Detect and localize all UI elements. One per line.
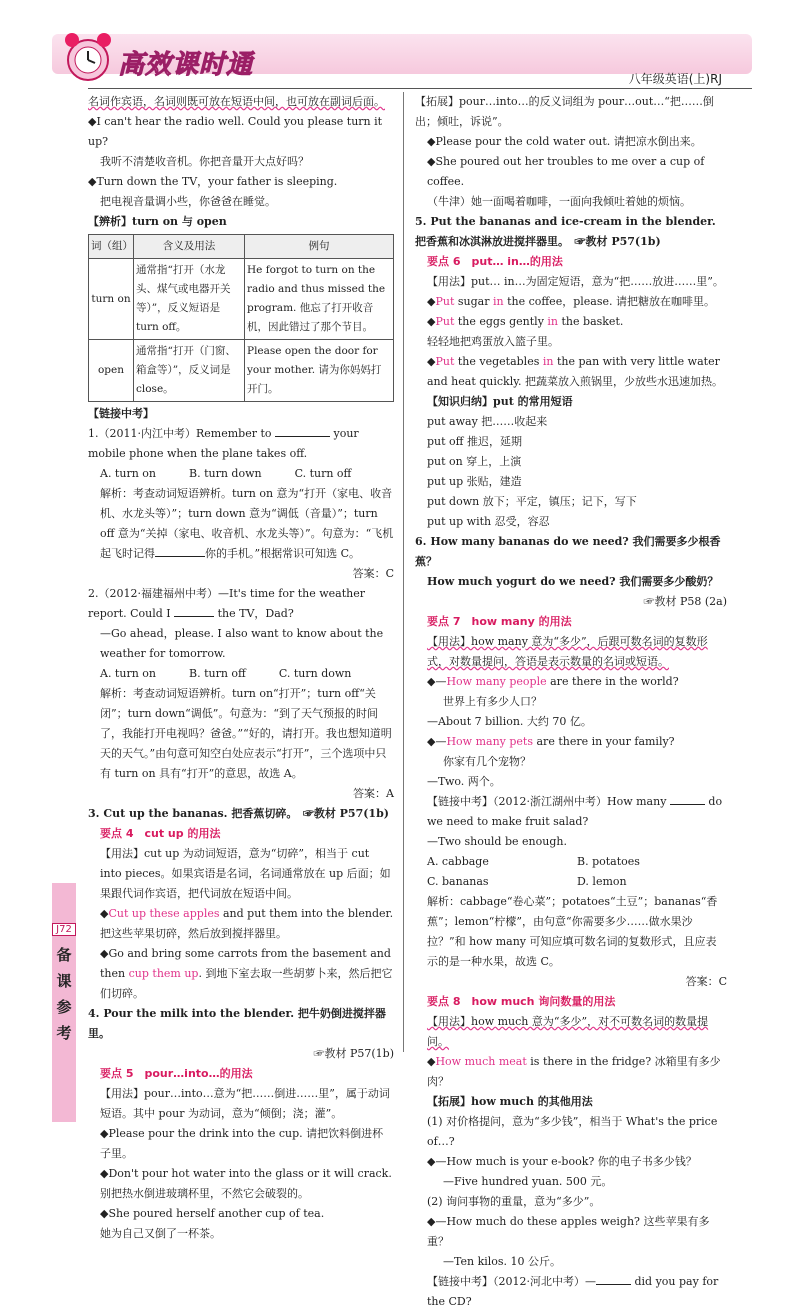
translation: 世界上有多少人口？ xyxy=(443,695,542,708)
example: ◆How much meat is there in the fridge? 冰箱里有多少肉？ xyxy=(427,1055,721,1088)
example-text: the vegetables xyxy=(454,355,543,368)
sentence-heading: 5. Put the bananas and ice-cream in the blender. 把香蕉和冰淇淋放进搅拌器里。 ☞教材 P57(1b) xyxy=(415,215,716,248)
example-text: is there in the fridge? 冰箱里有多少肉？ xyxy=(427,1055,721,1088)
highlight: How many pets xyxy=(446,735,533,748)
example-text: the basket. xyxy=(558,315,624,328)
explanation: 解析：cabbage“卷心菜”；potatoes“土豆”；bananas“香蕉”；lemon“柠檬”，由句意“你需要多少……做水果沙拉？”和 how many 可知应填可数名词的复数形式，且应表示的是一种水果，故选 C。 xyxy=(427,895,718,968)
options: A. turn on B. turn off C. turn down xyxy=(100,667,352,680)
example-text: the pan with very little water and heat quickly. 把蔬菜放入煎锅里，少放些水迅速加热。 xyxy=(427,355,723,388)
example: ◆Put the vegetables in the pan with very little water and heat quickly. 把蔬菜放入煎锅里，少放些水迅速加热。 xyxy=(427,355,723,388)
usage: 【用法】put… in…为固定短语，意为“把……放进……里”。 xyxy=(427,275,724,288)
translation: 我听不清楚收音机。你把音量开大点好吗？ xyxy=(100,155,309,168)
explanation: 解析：考查动词短语辨析。turn on“打开”；turn off“关闭”；turn down“调低”。句意为：“到了天气预报的时间了，我能打开电视吗？爸爸。”“好的，请打开。我也想知道明天的天气。”由句意可知空白处应表示“打开”，三个选项中只有 turn on 具有“打开”的意思，故选 A。 xyxy=(100,687,392,780)
highlight: cup them up xyxy=(128,967,199,980)
table-row xyxy=(89,259,394,340)
phrase: put off 推迟，延期 xyxy=(427,435,522,448)
highlight: How much meat xyxy=(435,1055,527,1068)
question-text: 【链接中考】（2012·河北中考）— xyxy=(427,1275,596,1288)
example-text: . 到地下室去取一些胡萝卜来，然后把它们切碎。 xyxy=(100,967,393,1000)
phrase: put on 穿上，上演 xyxy=(427,455,522,468)
key-point-title: 要点 8 how much 询问数量的用法 xyxy=(427,995,616,1008)
sentence-heading: How much yogurt do we need? 我们需要多少酸奶？ xyxy=(427,575,719,588)
question-text: do we need to make fruit salad? xyxy=(427,795,723,828)
question-text: 1.（2011·内江中考）Remember to xyxy=(88,427,272,440)
table-cell: 通常指“打开（门窗、箱盒等）”，反义词是close。 xyxy=(134,340,245,402)
example-text: sugar xyxy=(454,295,493,308)
example-text: the eggs gently xyxy=(454,315,548,328)
textbook-ref: ☞教材 P58 (2a) xyxy=(643,595,727,608)
explanation-text: 解析：考查动词短语辨析。turn on 意为“打开（家电、收音机、水龙头等）”；turn down 意为“调低（音量）”；turn off 意为“关掉（家电、收音机、水龙头等）”。句意为：“飞机起飞时记得 xyxy=(100,487,394,560)
highlight: Cut up these apples xyxy=(108,907,220,920)
example: —About 7 billion. 大约 70 亿。 xyxy=(427,715,592,728)
header-rule xyxy=(88,88,752,89)
option: B. potatoes xyxy=(577,855,640,868)
usage: 【用法】cut up 为动词短语，意为“切碎”，相当于 cut into pieces。如果宾语是名词，名词通常放在 up 后面；如果跟代词作宾语，把代词放在短语中间。 xyxy=(100,847,391,900)
explanation-text: 你的手机。”根据常识可知选 C。 xyxy=(205,547,361,560)
side-label: 备 课 参 考 xyxy=(56,946,72,1042)
comparison-table xyxy=(88,234,394,402)
option: D. lemon xyxy=(577,875,627,888)
answer-blank xyxy=(155,556,205,557)
phrase: put up with 忍受，容忍 xyxy=(427,515,550,528)
example: —Five hundred yuan. 500 元。 xyxy=(443,1175,613,1188)
options xyxy=(415,852,727,872)
highlight: Put xyxy=(435,355,455,368)
example: ◆—How much do these apples weigh? 这些苹果有多重？ xyxy=(427,1215,710,1248)
translation: 别把热水倒进玻璃杯里，不然它会破裂的。 xyxy=(100,1187,309,1200)
example: ◆She poured out her troubles to me over a cup of coffee. xyxy=(427,155,705,188)
translation: （牛津）她一面喝着咖啡，一面向我倾吐着她的烦恼。 xyxy=(427,195,691,208)
grade-label: 八年级英语(上)RJ xyxy=(628,72,722,86)
question-text: your mobile phone when the plane takes off. xyxy=(88,427,359,460)
usage: (1) 对价格提问，意为“多少钱”，相当于 What's the price of…? xyxy=(427,1115,718,1148)
table-header-row xyxy=(89,235,394,259)
highlight: Put xyxy=(435,315,455,328)
right-column xyxy=(415,92,727,1312)
options: A. turn on B. turn down C. turn off xyxy=(100,467,352,480)
example: ◆Please pour the drink into the cup. 请把饮料倒进杯子里。 xyxy=(100,1127,384,1160)
explanation xyxy=(88,484,394,564)
example-text: the coffee，please. 请把糖放在咖啡里。 xyxy=(503,295,715,308)
table-cell: open xyxy=(89,340,134,402)
key-point-title: 要点 7 how many 的用法 xyxy=(427,615,572,628)
side-tab xyxy=(52,883,76,1122)
highlight: How many people xyxy=(446,675,547,688)
example: ◆She poured herself another cup of tea. xyxy=(100,1207,325,1220)
example: ◆I can't hear the radio well. Could you please turn it up? xyxy=(88,115,383,148)
textbook-ref: ☞教材 P57(1b) xyxy=(313,1047,394,1060)
option: C. bananas xyxy=(427,875,489,888)
example: ◆Please pour the cold water out. 请把凉水倒出来。 xyxy=(427,135,702,148)
example: —Two. 两个。 xyxy=(427,775,501,788)
example-text: and put them into the blender. xyxy=(219,907,394,920)
section-heading: 【知识归纳】put 的常用短语 xyxy=(427,395,573,408)
usage: (2) 询问事物的重量，意为“多少”。 xyxy=(427,1195,601,1208)
translation: 把电视音量调小些，你爸爸在睡觉。 xyxy=(100,195,276,208)
highlight: in xyxy=(542,355,554,368)
example: ◆—How much is your e-book? 你的电子书多少钱？ xyxy=(427,1155,697,1168)
translation: 你家有几个宠物？ xyxy=(443,755,531,768)
key-point-title: 要点 6 put… in…的用法 xyxy=(427,255,563,268)
table-header: 例句 xyxy=(245,235,394,259)
question-text: did you pay for the CD? xyxy=(427,1275,719,1308)
question-text: the TV，Dad? xyxy=(217,607,294,620)
question-text: —Two should be enough. xyxy=(427,835,567,848)
usage: 【用法】how many 意为“多少”，后跟可数名词的复数形式，对数量提问，答语是表示数量的名词或短语。 xyxy=(427,635,708,668)
example: ◆Put the eggs gently in the basket. xyxy=(427,315,624,328)
example: ◆Cut up these apples and put them into the blender. xyxy=(100,907,394,920)
left-column xyxy=(88,92,394,1244)
question xyxy=(415,1272,727,1312)
example-text: are there in your family? xyxy=(533,735,675,748)
table-cell: He forgot to turn on the radio and thus missed the program. 他忘了打开收音机，因此错过了那个节目。 xyxy=(245,259,394,340)
column-divider xyxy=(403,92,404,1052)
question-text: 2.（2012·福建福州中考）—It's time for the weather report. Could I xyxy=(88,587,366,620)
example: —Ten kilos. 10 公斤。 xyxy=(443,1255,562,1268)
question-text: 【链接中考】（2012·浙江湖州中考）How many xyxy=(427,795,667,808)
answer-blank xyxy=(670,804,705,805)
table-cell: 通常指“打开（水龙头、煤气或电器开关等）”，反义短语是turn off。 xyxy=(134,259,245,340)
question xyxy=(415,792,727,832)
phrase: put away 把……收起来 xyxy=(427,415,548,428)
highlight: in xyxy=(547,315,559,328)
question-text: —Go ahead，please. I also want to know about the weather for tomorrow. xyxy=(100,627,384,660)
answer: 答案：A xyxy=(353,787,394,800)
section-heading: 【拓展】how much 的其他用法 xyxy=(427,1095,593,1108)
key-point-title: 要点 4 cut up 的用法 xyxy=(100,827,221,840)
extension: 【拓展】pour…into…的反义词组为 pour…out…“把……倒出；倾吐，诉说”。 xyxy=(415,95,714,128)
page-number: J72 xyxy=(52,923,76,936)
highlight: Put xyxy=(435,295,455,308)
translation: 她为自己又倒了一杯茶。 xyxy=(100,1227,221,1240)
answer-blank xyxy=(174,616,214,617)
options xyxy=(415,872,727,892)
question xyxy=(88,424,394,464)
example: ◆Don't pour hot water into the glass or it will crack. xyxy=(100,1167,392,1180)
text-line: 名词作宾语，名词则既可放在短语中间，也可放在副词后面。 xyxy=(88,95,385,108)
usage: 【用法】pour…into…意为“把……倒进……里”，属于动词短语。其中 pour 为动词，意为“倾倒；浇；灌”。 xyxy=(100,1087,390,1120)
answer: 答案：C xyxy=(685,975,727,988)
example-text: ◆Go and bring some carrots from the basement and then xyxy=(100,947,391,980)
section-heading: 【链接中考】 xyxy=(88,407,154,420)
example: ◆Turn down the TV，your father is sleeping. xyxy=(88,175,338,188)
example-text: are there in the world? xyxy=(546,675,679,688)
table-cell: turn on xyxy=(89,259,134,340)
option: A. cabbage xyxy=(427,855,489,868)
sentence-heading: 4. Pour the milk into the blender. 把牛奶倒进搅拌器里。 xyxy=(88,1007,386,1040)
sentence-heading: 6. How many bananas do we need? 我们需要多少根香蕉？ xyxy=(415,535,721,568)
phrase: put up 张贴，建造 xyxy=(427,475,522,488)
answer: 答案：C xyxy=(352,567,394,580)
answer-blank xyxy=(596,1284,631,1285)
usage: 【用法】how much 意为“多少”，对不可数名词的数量提问。 xyxy=(427,1015,709,1048)
section-heading: 【辨析】turn on 与 open xyxy=(88,215,227,228)
sentence-heading: 3. Cut up the bananas. 把香蕉切碎。 ☞教材 P57(1b) xyxy=(88,807,389,820)
table-row xyxy=(89,340,394,402)
question xyxy=(88,584,394,624)
example: ◆—How many people are there in the world? xyxy=(427,675,679,688)
logo-text: 高效课时通 xyxy=(118,50,254,80)
highlight: in xyxy=(492,295,504,308)
answer-blank xyxy=(275,436,330,437)
table-header: 词（组） xyxy=(89,235,134,259)
example: ◆Put sugar in the coffee，please. 请把糖放在咖啡里。 xyxy=(427,295,715,308)
phrase: put down 放下；平定，镇压；记下，写下 xyxy=(427,495,637,508)
table-header: 含义及用法 xyxy=(134,235,245,259)
example: ◆—How many pets are there in your family? xyxy=(427,735,675,748)
translation: 把这些苹果切碎，然后放到搅拌器里。 xyxy=(100,927,287,940)
translation: 轻轻地把鸡蛋放入篮子里。 xyxy=(427,335,559,348)
key-point-title: 要点 5 pour…into…的用法 xyxy=(100,1067,253,1080)
table-cell: Please open the door for your mother. 请为你妈妈打开门。 xyxy=(245,340,394,402)
example xyxy=(88,944,394,1004)
alarm-clock-logo-icon xyxy=(58,28,118,88)
